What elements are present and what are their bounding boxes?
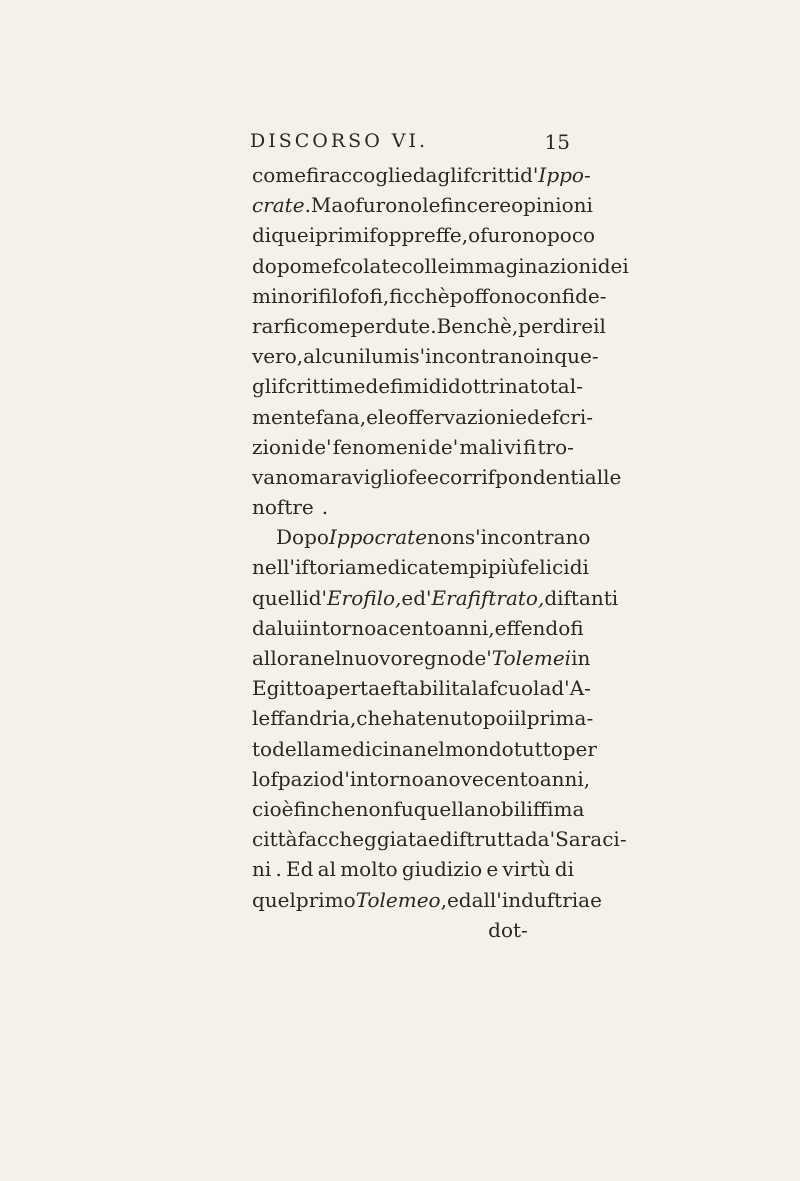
text-line: cioè fin che non fu quella nobiliffima: [252, 796, 585, 821]
text-line: di quei primi foppreffe , o furono poco: [252, 223, 596, 248]
catchword: dot-: [488, 917, 528, 942]
text-line: gli fcritti medefimi di dottrina total-: [252, 374, 583, 399]
text-line: to della medicina nel mondo tutto per: [252, 736, 597, 761]
text-line: vano maravigliofe e corrifpondenti alle: [252, 464, 622, 489]
text-line: nell' iftoria medica tempi più felici di: [252, 555, 589, 580]
text-line: minori filofofi , ficchè poffono confide-: [252, 283, 607, 308]
text-line: Dopo Ippocrate non s' incontrano: [276, 525, 591, 550]
text-line: dopo mefcolate colle immaginazioni dei: [252, 253, 629, 278]
text-line: zioni de' fenomeni de' mali vi fi tro-: [252, 434, 574, 459]
text-line: come fi raccoglie dagli fcritti d' Ippo-: [252, 163, 591, 187]
text-line: Egitto aperta e ftabilita la fcuola d' A-: [252, 676, 591, 701]
running-head: [250, 130, 570, 160]
text-line: noftre .: [252, 495, 329, 520]
text-line: città faccheggiata e diftrutta da' Saraci-: [252, 827, 627, 852]
text-line: allora nel nuovo regno de' Tolemei in: [252, 646, 591, 670]
running-title: DISCORSO VI.: [250, 130, 429, 152]
text-line: lo fpazio d' intorno a novecento anni,: [252, 766, 591, 791]
text-line: crate . Ma o furono le fincere opinioni: [252, 193, 593, 218]
text-line: vero, alcuni lumi s'incontrano in que-: [252, 344, 599, 369]
page-number: 15: [544, 130, 570, 154]
text-line: da lui intorno a cento anni , effendofi: [252, 615, 584, 640]
body-text: [252, 160, 629, 945]
text-line: leffandria , che ha tenuto poi il prima-: [252, 706, 594, 731]
text-line: quel primo Tolemeo , ed all' induftria e: [252, 887, 602, 912]
text-line: quelli d' Erofilo, e d' Erafiftrato, diftanti: [252, 585, 619, 610]
text-line: ni . Ed al molto giudizio e virtù di: [252, 857, 574, 882]
text-line: mente fana , e le offervazioni e defcri-: [252, 404, 594, 429]
text-line: rarfi come perdute. Benchè, per dire il: [252, 313, 606, 338]
